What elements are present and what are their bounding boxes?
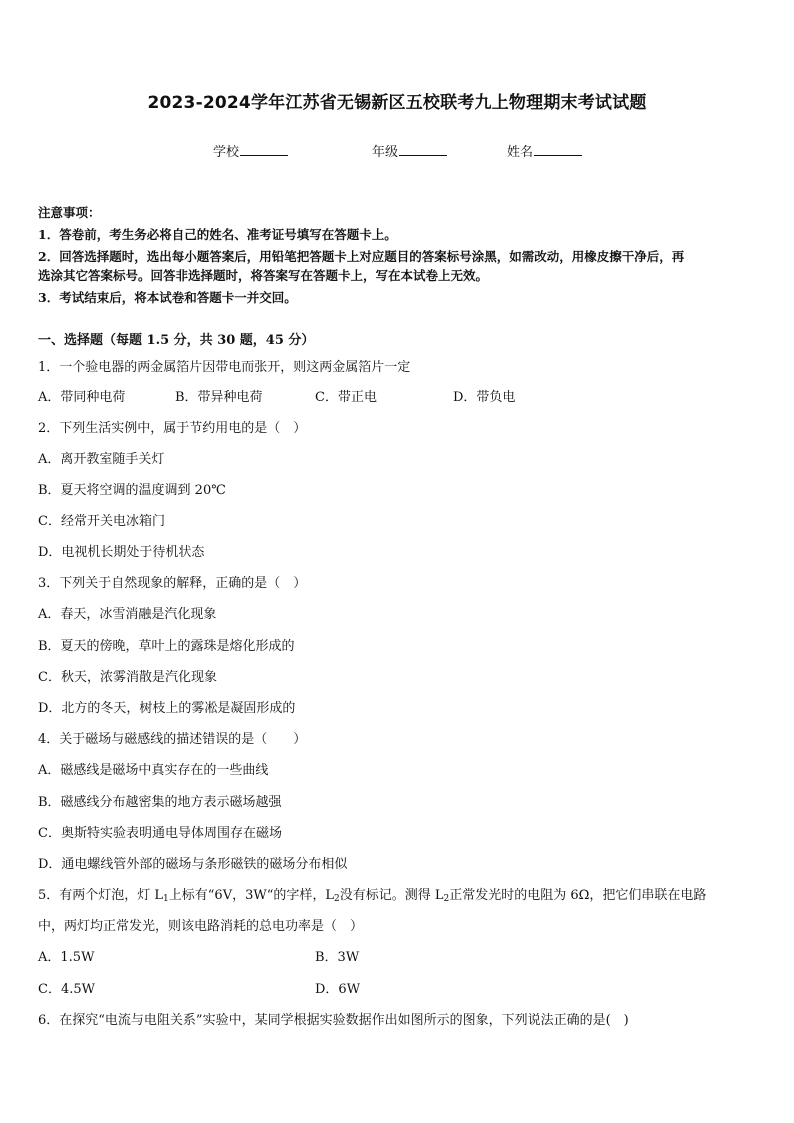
question-4-option-d: D．通电螺线管外部的磁场与条形磁铁的磁场分布相似 — [38, 857, 348, 872]
name-label: 姓名 — [507, 145, 534, 160]
question-4-option-b: B．磁感线分布越密集的地方表示磁场越强 — [38, 795, 282, 810]
question-1-option-b: B．带异种电荷 — [175, 390, 263, 405]
question-5-option-a: A．1.5W — [38, 950, 95, 965]
notice-item-3: 3．考试结束后，将本试卷和答题卡一并交回。 — [38, 290, 297, 305]
name-field — [507, 141, 582, 160]
question-4-option-c: C．奥斯特实验表明通电导体周围存在磁场 — [38, 826, 282, 841]
notice-item-2: 2．回答选择题时，选出每小题答案后，用铅笔把答题卡上对应题目的答案标号涂黑，如需改动，用橡皮擦干净后，再 — [38, 249, 685, 264]
q5-stem-part-2: 上标有“6V，3W“的字样，L — [168, 888, 334, 903]
question-2-stem: 2．下列生活实例中，属于节约用电的是（ ） — [38, 421, 307, 436]
section-heading: 一、选择题（每题 1.5 分，共 30 题，45 分） — [38, 333, 315, 348]
grade-blank — [399, 143, 447, 156]
notice-item-1: 1．答卷前，考生务必将自己的姓名、准考证号填写在答题卡上。 — [38, 227, 397, 242]
notice-heading: 注意事项： — [38, 205, 101, 220]
school-label: 学校 — [213, 145, 240, 160]
q5-subscript-2: 2 — [334, 894, 340, 904]
question-3-stem: 3．下列关于自然现象的解释，正确的是（ ） — [38, 576, 307, 591]
question-5-stem-line-2: 中，两灯均正常发光，则该电路消耗的总电功率是（ ） — [38, 919, 364, 934]
question-5-option-c: C．4.5W — [38, 982, 95, 997]
question-3-option-a: A．春天，冰雪消融是汽化现象 — [38, 607, 217, 622]
question-5-stem — [38, 884, 706, 904]
question-2-option-d: D．电视机长期处于待机状态 — [38, 545, 205, 560]
question-1-option-a: A．带同种电荷 — [38, 390, 126, 405]
question-3-option-b: B．夏天的傍晚，草叶上的露珠是熔化形成的 — [38, 639, 295, 654]
grade-label: 年级 — [372, 145, 399, 160]
question-1-option-d: D．带负电 — [453, 390, 516, 405]
question-2-option-b: B．夏天将空调的温度调到 20℃ — [38, 483, 226, 498]
grade-field — [372, 141, 447, 160]
question-1-stem: 1．一个验电器的两金属箔片因带电而张开，则这两金属箔片一定 — [38, 360, 411, 375]
school-field — [213, 141, 288, 160]
q5-stem-part-1: 5．有两个灯泡，灯 L — [38, 888, 164, 903]
q5-subscript-3: 2 — [443, 894, 450, 904]
question-5-option-d: D．6W — [315, 982, 361, 997]
question-4-stem: 4．关于磁场与磁感线的描述错误的是（ ） — [38, 732, 307, 747]
question-3-option-d: D．北方的冬天，树枝上的雾凇是凝固形成的 — [38, 701, 296, 716]
question-3-option-c: C．秋天，浓雾消散是汽化现象 — [38, 670, 217, 685]
question-6-stem: 6．在探究“电流与电阻关系”实验中，某同学根据实验数据作出如图所示的图象，下列说法正确的是( ) — [38, 1013, 629, 1028]
question-4-option-a: A．磁感线是磁场中真实存在的一些曲线 — [38, 763, 269, 778]
q5-stem-part-4: 正常发光时的电阻为 6Ω，把它们串联在电路 — [449, 888, 707, 903]
question-1-option-c: C．带正电 — [315, 390, 377, 405]
q5-stem-part-3: 没有标记。测得 L — [339, 888, 444, 903]
school-blank — [240, 143, 288, 156]
notice-item-2-cont: 选涂其它答案标号。回答非选择题时，将答案写在答题卡上，写在本试卷上无效。 — [38, 268, 489, 283]
question-2-option-a: A．离开教室随手关灯 — [38, 452, 165, 467]
name-blank — [534, 143, 582, 156]
question-5-option-b: B．3W — [315, 950, 360, 965]
page-title: 2023-2024学年江苏省无锡新区五校联考九上物理期末考试试题 — [147, 93, 647, 113]
question-2-option-c: C．经常开关电冰箱门 — [38, 514, 165, 529]
q5-subscript-1: 1 — [163, 894, 169, 904]
